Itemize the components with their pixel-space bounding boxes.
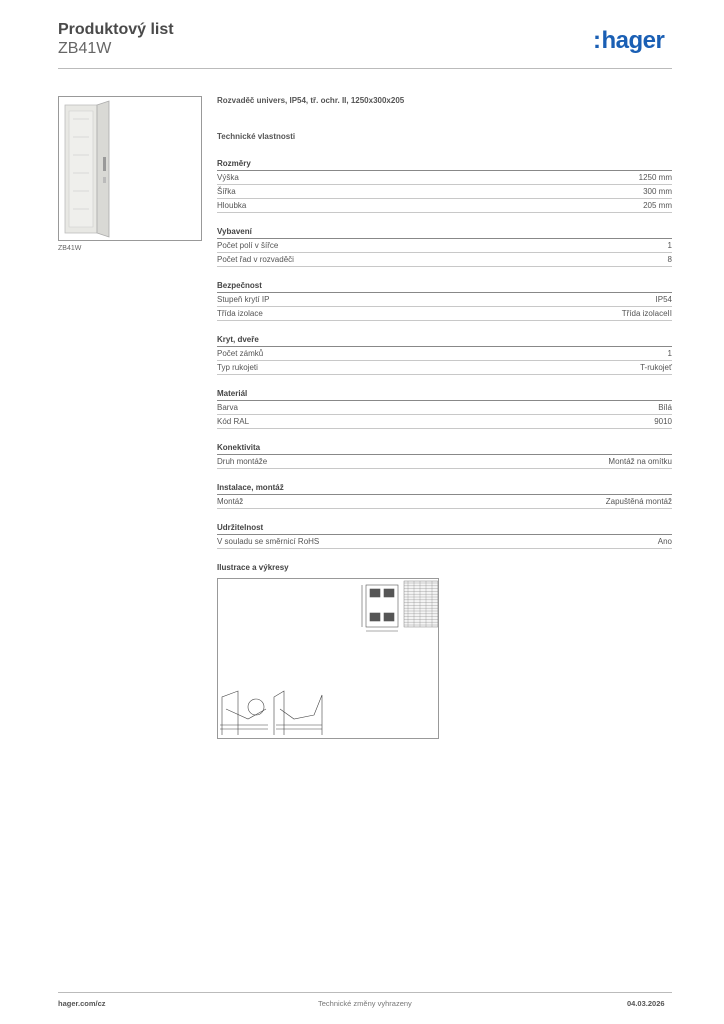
spec-section <box>217 388 672 429</box>
section-title: Konektivita <box>217 442 672 455</box>
spec-section <box>217 158 672 213</box>
dimension-drawing <box>362 585 398 631</box>
product-code: ZB41W <box>58 40 112 57</box>
section-title: Udržitelnost <box>217 522 672 535</box>
spec-value: 1 <box>667 241 672 250</box>
section-title: Vybavení <box>217 226 672 239</box>
spec-section <box>217 522 672 549</box>
spec-row <box>217 253 672 267</box>
illustrations-box <box>217 578 439 739</box>
page-title: Produktový list <box>58 21 174 38</box>
footer-notice: Technické změny vyhrazeny <box>318 999 412 1008</box>
photo-caption: ZB41W <box>58 245 82 252</box>
spec-label: Výška <box>217 173 239 182</box>
spec-label: Montáž <box>217 497 244 506</box>
section-title: Instalace, montáž <box>217 482 672 495</box>
spec-value: Zapuštěná montáž <box>605 497 672 506</box>
spec-label: V souladu se směrnicí RoHS <box>217 537 320 546</box>
spec-label: Typ rukojeti <box>217 363 258 372</box>
spec-label: Barva <box>217 403 238 412</box>
spec-label: Třída izolace <box>217 309 263 318</box>
spec-section <box>217 482 672 509</box>
section-title: Rozměry <box>217 158 672 171</box>
product-title: Rozvaděč univers, IP54, tř. ochr. II, 1250x300x205 <box>217 96 405 105</box>
spec-value: 1250 mm <box>638 173 672 182</box>
spec-label: Počet řad v rozvaděči <box>217 255 294 264</box>
spec-value: 300 mm <box>643 187 672 196</box>
spec-label: Druh montáže <box>217 457 268 466</box>
spec-row <box>217 199 672 213</box>
spec-section <box>217 334 672 375</box>
product-photo <box>58 96 202 241</box>
spec-value: 205 mm <box>643 201 672 210</box>
footer-date: 04.03.2026 <box>627 999 665 1008</box>
spec-value: T-rukojeť <box>640 363 672 372</box>
spec-section <box>217 280 672 321</box>
spec-value: Montáž na omítku <box>608 457 672 466</box>
header-divider <box>58 68 672 69</box>
dimension-table <box>404 581 438 627</box>
spec-label: Kód RAL <box>217 417 250 426</box>
spec-sections <box>217 158 672 549</box>
spec-row <box>217 171 672 185</box>
spec-row <box>217 185 672 199</box>
spec-row <box>217 455 672 469</box>
spec-value: 9010 <box>654 417 672 426</box>
spec-section <box>217 442 672 469</box>
hager-logo: :hager <box>593 27 665 54</box>
spec-label: Počet zámků <box>217 349 264 358</box>
spec-value: Bílá <box>658 403 672 412</box>
tech-heading: Technické vlastnosti <box>217 132 296 141</box>
spec-value: Ano <box>657 537 672 546</box>
spec-row <box>217 307 672 321</box>
spec-row <box>217 495 672 509</box>
spec-row <box>217 401 672 415</box>
spec-row <box>217 347 672 361</box>
footer-divider <box>58 992 672 993</box>
spec-value: 1 <box>667 349 672 358</box>
spec-row <box>217 239 672 253</box>
spec-value: 8 <box>667 255 672 264</box>
content-column <box>217 95 672 739</box>
logo-text: hager <box>601 27 665 54</box>
spec-row <box>217 535 672 549</box>
spec-row <box>217 415 672 429</box>
section-title: Bezpečnost <box>217 280 672 293</box>
illustrations-title: Ilustrace a výkresy <box>217 563 289 572</box>
spec-value: Třída izolaceII <box>621 309 672 318</box>
installation-sketch <box>220 691 322 735</box>
section-title: Kryt, dveře <box>217 334 672 347</box>
footer-website-link[interactable]: hager.com/cz <box>58 999 106 1008</box>
spec-row <box>217 361 672 375</box>
section-title: Materiál <box>217 388 672 401</box>
spec-label: Stupeň krytí IP <box>217 295 270 304</box>
spec-row <box>217 293 672 307</box>
spec-label: Šířka <box>217 187 236 196</box>
spec-label: Počet polí v šířce <box>217 241 279 250</box>
spec-label: Hloubka <box>217 201 247 210</box>
spec-section <box>217 226 672 267</box>
spec-value: IP54 <box>655 295 672 304</box>
